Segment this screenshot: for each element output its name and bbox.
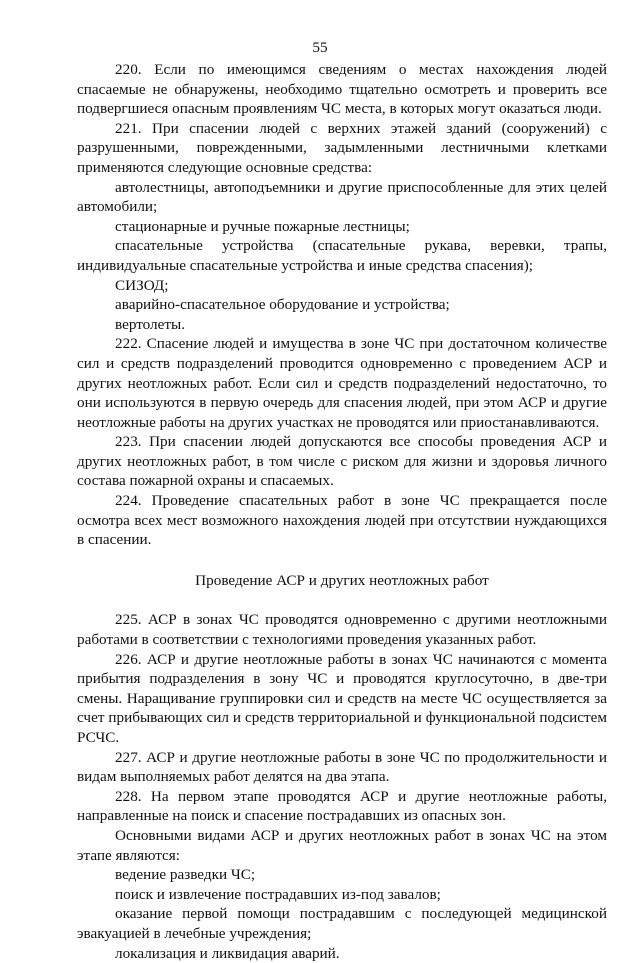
list-item: вертолеты. — [115, 315, 186, 333]
paragraph-228-intro: Основными видами АСР и других неотложных работ в зонах ЧС на этом этапе являются: — [77, 826, 607, 864]
paragraph-225: 225. АСР в зонах ЧС проводятся одновременно с другими неотложными работами в соответствии с технологиями проведения указанных работ. — [77, 611, 607, 649]
paragraph-220: 220. Если по имеющимся сведениям о местах нахождения людей спасаемые не обнаружены, необходимо тщательно осмотреть и проверить все подвергшиеся опасным проявлениям ЧС места, в которых могут оказаться люди. — [77, 61, 607, 118]
section-heading: Проведение АСР и других неотложных работ — [195, 571, 489, 589]
list-item: оказание первой помощи пострадавшим с последующей медицинской эвакуацией в лечебные учреждения; — [77, 905, 607, 942]
paragraph-223: 223. При спасении людей допускаются все способы проведения АСР и других неотложных работ, в том числе с риском для жизни и здоровья личного состава пожарной охраны и спасаемых. — [77, 433, 607, 490]
list-item: поиск и извлечение пострадавших из-под завалов; — [115, 885, 441, 903]
list-item: локализация и ликвидация аварий. — [115, 944, 340, 962]
list-item: ведение разведки ЧС; — [115, 866, 256, 884]
paragraph-227: 227. АСР и другие неотложные работы в зоне ЧС по продолжительности и видам выполняемых работ делятся на два этапа. — [77, 748, 607, 786]
paragraph-226: 226. АСР и другие неотложные работы в зонах ЧС начинаются с момента прибытия подразделения в зону ЧС и проводятся круглосуточно, в две-три смены. Наращивание группировки сил и средств на месте ЧС осуществляется за счет прибывающих сил и средств территориальной и функциональной подсистем РСЧС. — [77, 650, 607, 746]
paragraph-228: 228. На первом этапе проводятся АСР и другие неотложные работы, направленные на поиск и спасение пострадавших из опасных зон. — [77, 787, 607, 825]
list-item: спасательные устройства (спасательные рукава, веревки, трапы, индивидуальные спасательные устройства и иные средства спасения); — [77, 237, 607, 274]
paragraph-224: 224. Проведение спасательных работ в зоне ЧС прекращается после осмотра всех мест возможного нахождения людей при отсутствии нуждающихся в спасении. — [77, 492, 607, 549]
list-item: автолестницы, автоподъемники и другие приспособленные для этих целей автомобили; — [77, 178, 607, 216]
list-item: СИЗОД; — [115, 276, 169, 294]
list-item: аварийно-спасательное оборудование и устройства; — [115, 296, 450, 314]
page-number: 55 — [312, 39, 328, 56]
list-item: стационарные и ручные пожарные лестницы; — [115, 217, 410, 235]
paragraph-222: 222. Спасение людей и имущества в зоне ЧС при достаточном количестве сил и средств подразделений проводится одновременно с проведением АСР и других неотложных работ. Если сил и средств подразделений недостаточно, то они используются в первую очередь для спасения людей, при этом АСР и другие неотложные работы на других участках не проводятся или приостанавливаются. — [77, 335, 607, 431]
paragraph-221: 221. При спасении людей с верхних этажей зданий (сооружений) с разрушенными, поврежденными, задымленными лестничными клетками применяются следующие основные средства: — [77, 119, 607, 176]
page-content — [77, 60, 607, 963]
